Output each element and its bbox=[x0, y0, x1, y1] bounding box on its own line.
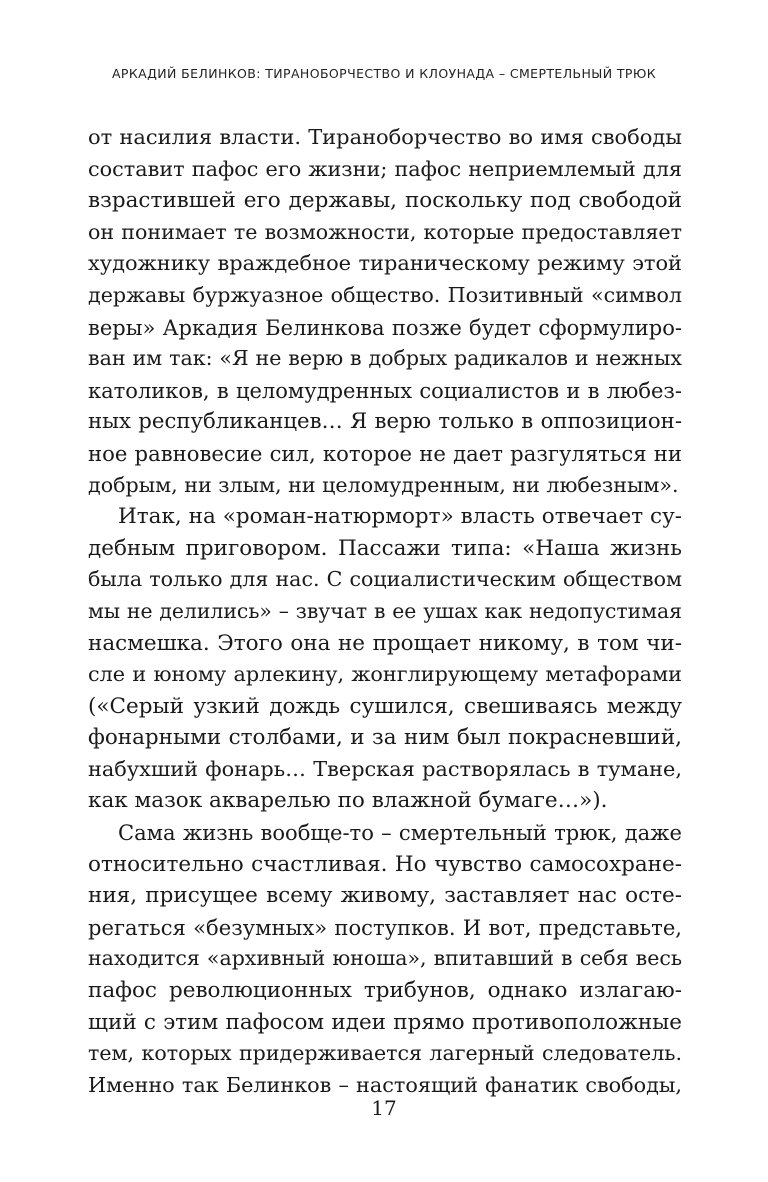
text-line: относительно счастливая. Но чувство самосохране- bbox=[88, 851, 682, 877]
text-line: щий с этим пафосом идеи прямо противоположные bbox=[88, 1009, 682, 1035]
text-line: ния, присущее всему живому, заставляет нас осте- bbox=[88, 883, 682, 909]
text-line: ное равновесие сил, которое не дает разгуляться ни bbox=[88, 440, 682, 466]
text-line: державы буржуазное общество. Позитивный «символ bbox=[88, 282, 682, 307]
text-line: сле и юному арлекину, жонглирующему метафорами bbox=[88, 662, 682, 687]
text-line: находится «архивный юноша», впитавший в себя весь bbox=[88, 946, 682, 971]
text-line: Именно так Белинков – настоящий фанатик свободы, bbox=[88, 1072, 682, 1097]
text-line: мы не делились» – звучат в ее ушах как недопустимая bbox=[88, 598, 682, 623]
paragraph-first-line: Итак, на «роман-натюрморт» власть отвечает су- bbox=[118, 504, 682, 530]
text-line: фонарными столбами, и за ним был покрасневший, bbox=[88, 725, 682, 751]
body-text bbox=[88, 122, 682, 1101]
text-line: веры» Аркадия Белинкова позже будет сформулиро- bbox=[88, 314, 682, 340]
text-line: была только для нас. С социалистическим обществом bbox=[88, 567, 682, 592]
text-line: он понимает те возможности, которые предоставляет bbox=[88, 219, 682, 244]
text-line: («Серый узкий дождь сушился, свешиваясь между bbox=[88, 693, 682, 719]
text-line: дебным приговором. Пассажи типа: «Наша жизнь bbox=[88, 535, 682, 561]
text-line: пафос революционных трибунов, однако излагаю- bbox=[88, 978, 682, 1004]
text-line: католиков, в целомудренных социалистов и в любез- bbox=[88, 377, 682, 403]
page-number: 17 bbox=[371, 1096, 397, 1120]
text-line: составит пафос его жизни; пафос неприемлемый для bbox=[88, 156, 682, 181]
text-line: художнику враждебное тираническому режиму этой bbox=[88, 251, 682, 276]
text-line: взрастившей его державы, поскольку под свободой bbox=[88, 188, 682, 214]
text-line: ных республиканцев… Я верю только в оппозицион- bbox=[88, 409, 682, 435]
paragraph-last-line: как мазок акварелью по влажной бумаге…»). bbox=[88, 788, 608, 814]
text-line: от насилия власти. Тираноборчество во имя свободы bbox=[88, 125, 682, 149]
text-line: набухший фонарь… Тверская растворялась в тумане, bbox=[88, 756, 682, 781]
text-line: насмешка. Этого она не прощает никому, в том чи- bbox=[88, 630, 682, 656]
text-line: ван им так: «Я не верю в добрых радикалов и нежных bbox=[88, 346, 682, 371]
running-head: АРКАДИЙ БЕЛИНКОВ: ТИРАНОБОРЧЕСТВО И КЛОУНАДА – СМЕРТЕЛЬНЫЙ ТРЮК bbox=[111, 66, 656, 81]
paragraph-last-line: добрым, ни злым, ни целомудренным, ни любезным». bbox=[88, 472, 679, 497]
text-line: регаться «безумных» поступков. И вот, представьте, bbox=[88, 914, 682, 940]
text-line: тем, которых придерживается лагерный следователь. bbox=[88, 1041, 682, 1066]
paragraph-first-line: Сама жизнь вообще-то – смертельный трюк, даже bbox=[118, 820, 682, 846]
